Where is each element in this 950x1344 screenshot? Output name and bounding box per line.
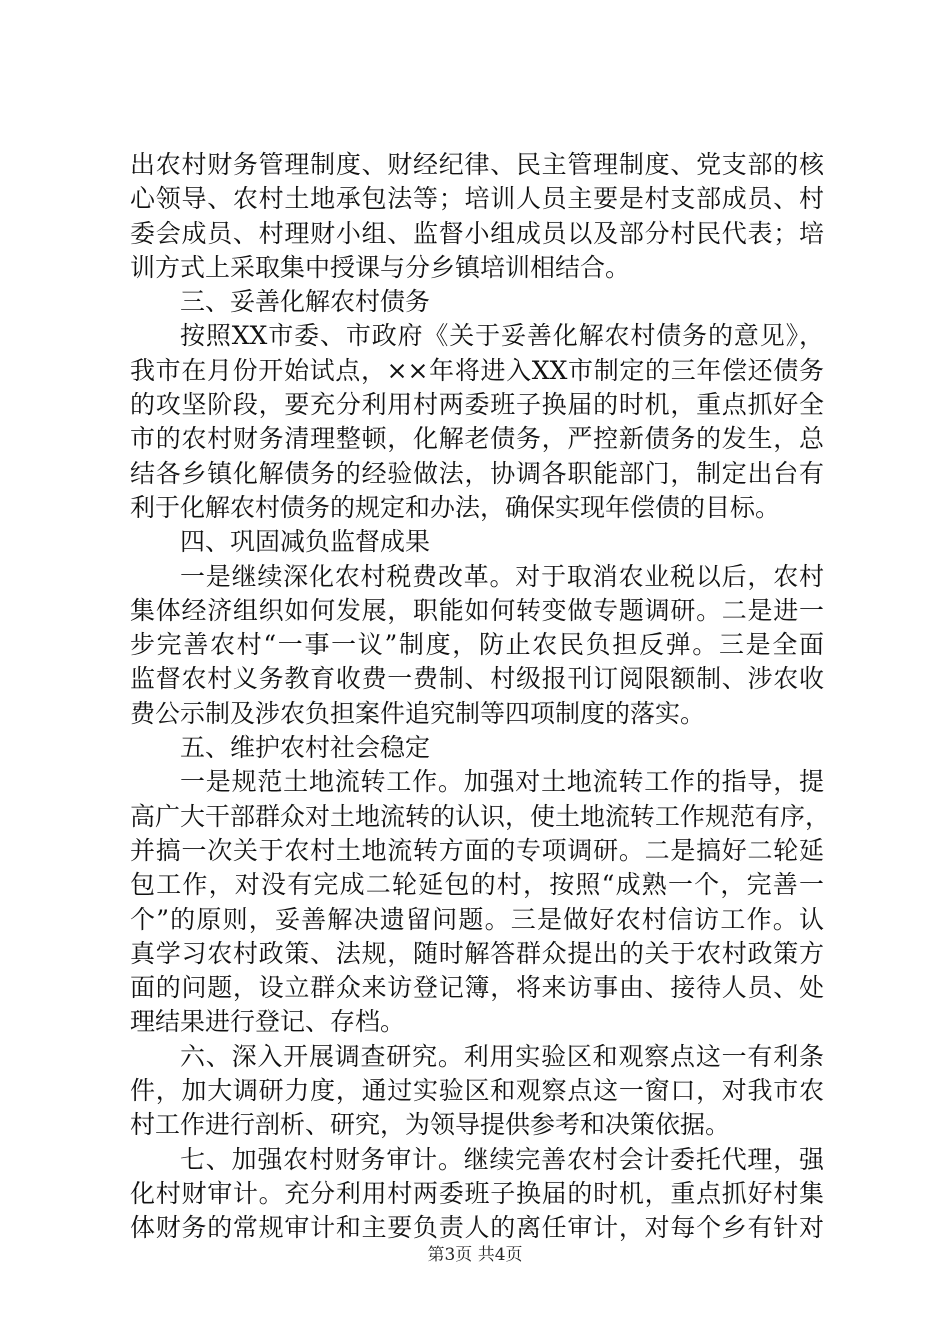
- text-line: 四、巩固减负监督成果: [180, 527, 431, 557]
- page-number-footer: 第3页 共4页: [427, 1245, 523, 1265]
- text-line: 费公示制及涉农负担案件追究制等四项制度的落实。: [130, 698, 706, 728]
- text-line: 五、维护农村社会稳定: [180, 733, 431, 763]
- text-line: 理结果进行登记、存档。: [130, 1007, 406, 1037]
- document-body: [130, 148, 831, 1246]
- text-line: 按照XX市委、市政府《关于妥善化解农村债务的意见》，: [180, 321, 824, 351]
- text-line: 并搞一次关于农村土地流转方面的专项调研。二是搞好二轮延: [130, 835, 824, 865]
- text-line: 结各乡镇化解债务的经验做法，协调各职能部门，制定出台有: [130, 458, 824, 488]
- text-line: 件，加大调研力度，通过实验区和观察点这一窗口，对我市农: [130, 1076, 824, 1106]
- text-line: 心领导、农村土地承包法等；培训人员主要是村支部成员、村: [130, 184, 824, 214]
- text-line: 七、加强农村财务审计。继续完善农村会计委托代理，强: [180, 1144, 824, 1174]
- text-line: 三、妥善化解农村债务: [180, 287, 431, 317]
- text-line: 个”的原则，妥善解决遗留问题。三是做好农村信访工作。认: [130, 904, 824, 934]
- text-line: 出农村财务管理制度、财经纪律、民主管理制度、党支部的核: [130, 150, 824, 179]
- text-line: 村工作进行剖析、研究，为领导提供参考和决策依据。: [130, 1110, 731, 1140]
- text-line: 利于化解农村债务的规定和办法，确保实现年偿债的目标。: [130, 492, 781, 522]
- text-line: 委会成员、村理财小组、监督小组成员以及部分村民代表；培: [130, 218, 824, 248]
- text-line: 市的农村财务清理整顿，化解老债务，严控新债务的发生，总: [130, 424, 824, 454]
- text-line: 监督农村义务教育收费一费制、村级报刊订阅限额制、涉农收: [130, 664, 824, 694]
- text-line: 我市在月份开始试点，××年将进入XX市制定的三年偿还债务: [130, 355, 824, 385]
- text-line: 的攻坚阶段，要充分利用村两委班子换届的时机，重点抓好全: [130, 390, 824, 420]
- text-line: 体财务的常规审计和主要负责人的离任审计，对每个乡有针对: [130, 1213, 824, 1243]
- text-line: 真学习农村政策、法规，随时解答群众提出的关于农村政策方: [130, 938, 824, 968]
- text-line: 高广大干部群众对土地流转的认识，使土地流转工作规范有序，: [130, 801, 831, 831]
- text-line: 一是继续深化农村税费改革。对于取消农业税以后，农村: [180, 561, 824, 591]
- text-line: 步完善农村“一事一议”制度，防止农民负担反弹。三是全面: [130, 630, 824, 660]
- text-line: 化村财审计。充分利用村两委班子换届的时机，重点抓好村集: [130, 1178, 824, 1208]
- text-line: 包工作，对没有完成二轮延包的村，按照“成熟一个，完善一: [130, 870, 824, 900]
- text-line: 面的问题，设立群众来访登记簿，将来访事由、接待人员、处: [130, 973, 824, 1003]
- text-line: 集体经济组织如何发展，职能如何转变做专题调研。二是进一: [130, 595, 824, 625]
- text-line: 一是规范土地流转工作。加强对土地流转工作的指导，提: [180, 767, 824, 797]
- text-line: 训方式上采取集中授课与分乡镇培训相结合。: [130, 252, 631, 282]
- text-line: 六、深入开展调查研究。利用实验区和观察点这一有利条: [180, 1041, 824, 1071]
